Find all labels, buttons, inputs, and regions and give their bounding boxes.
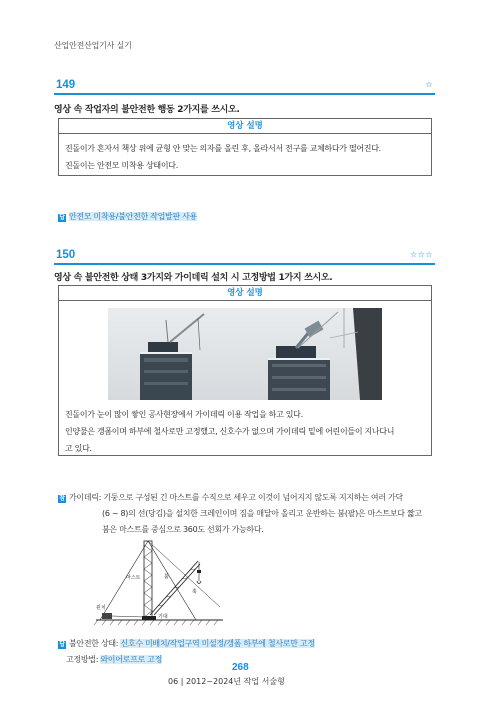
video-box-title: 영상 설명: [59, 119, 431, 134]
video-description-box: [58, 285, 432, 456]
description-line: 인양물은 갱폼이며 하부에 철사로만 고정했고, 신호수가 없으며 가이데릭 밑에 어린이들이 지나다니: [65, 427, 395, 436]
difficulty-stars: ☆: [425, 80, 433, 89]
answer-label: 고정방법:: [66, 655, 99, 664]
answer-text: 와이어로프로 고정: [100, 655, 163, 664]
video-box-title: 영상 설명: [59, 286, 431, 301]
question-number: 149: [56, 79, 76, 91]
reference-note: [58, 490, 422, 538]
difficulty-stars: ☆☆☆: [409, 250, 433, 259]
note-line-2: (6 ~ 8)의 선(당김)을 설치한 크레인이며 짐을 매달아 올리고 운반하는 붐(팔)은 마스트보다 짧고: [102, 509, 422, 518]
answer-icon: 답: [59, 641, 65, 648]
running-header: 산업안전산업기사 실기: [54, 41, 132, 50]
note-line-3: 붐은 마스트를 중심으로 360도 선회가 가능하다.: [102, 525, 264, 534]
question-text: 영상 속 불안전한 상태 3가지와 가이데릭 설치 시 고정방법 1가지 쓰시오.: [54, 273, 333, 283]
note-label: 가이데릭:: [69, 493, 102, 502]
question-number: 150: [56, 249, 76, 261]
question-150-bar: [54, 248, 435, 265]
note-icon: 참: [59, 495, 65, 502]
label-hook: 훅: [192, 589, 197, 595]
question-text: 영상 속 작업자의 불안전한 행동 2가지를 쓰시오.: [54, 105, 240, 115]
construction-site-photo: [108, 308, 382, 400]
video-description-box: [58, 118, 432, 176]
page-number: 268: [232, 662, 249, 673]
description-line: 진돌이가 혼자서 책상 위에 균형 안 맞는 의자를 올린 후, 올라서서 전구를 교체하다가 떨어진다.: [65, 144, 381, 153]
answer-icon: 답: [59, 214, 65, 221]
answer-text: 안전모 미착용/불안전한 작업발판 사용: [69, 212, 197, 221]
video-description: [59, 402, 431, 461]
label-winch: 윈치: [96, 605, 106, 611]
label-mast: 마스트: [126, 575, 141, 581]
video-description: [59, 134, 431, 178]
note-text: 기둥으로 구성된 긴 마스트를 수직으로 세우고 이것이 넘어지지 않도록 지지하는 여러 가닥: [103, 493, 403, 502]
label-boom: 붐: [164, 574, 169, 580]
answer-label: 불안전한 상태:: [69, 639, 119, 648]
guy-derrick-diagram: [88, 537, 238, 627]
description-line: 고 있다.: [65, 444, 92, 453]
answer-text: 신호수 미배치/작업구역 미설정/갱폼 하부에 철사로만 고정: [120, 639, 315, 648]
answer: [58, 211, 197, 222]
footer: 06 | 2012~2024년 작업 서술형: [168, 677, 285, 686]
answer-line-1: [58, 638, 315, 649]
label-base: 기대: [158, 614, 168, 620]
note-line-1: [58, 490, 422, 506]
description-line: 진돌이는 안전모 미착용 상태이다.: [65, 161, 178, 170]
description-line: 진돌이가 눈이 많이 쌓인 공사현장에서 가이데릭 이용 작업을 하고 있다.: [65, 410, 303, 419]
question-149-bar: [54, 78, 435, 95]
answer-line-2: [66, 654, 162, 665]
